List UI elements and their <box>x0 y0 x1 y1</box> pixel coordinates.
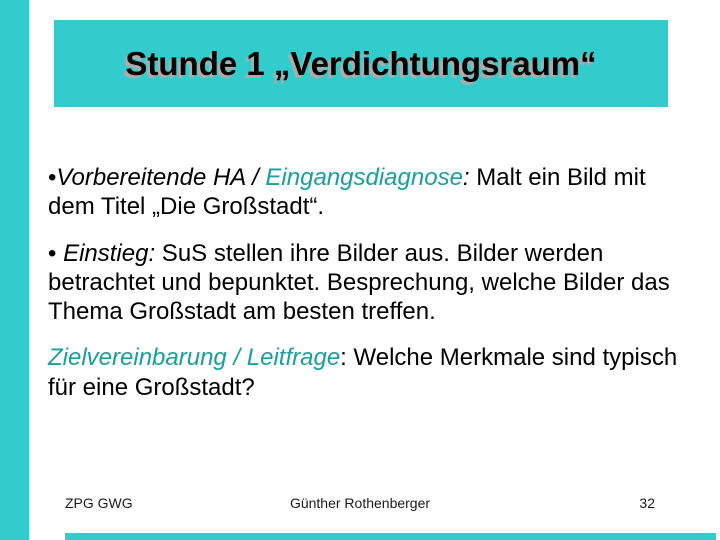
text-run: Malt ein Bild mit dem Titel „Die Großstadt“. <box>48 164 646 221</box>
accent-text-run: Zielvereinbarung / Leitfrage <box>48 344 341 372</box>
text-run: : <box>462 164 477 191</box>
bottom-accent-bar <box>65 533 716 540</box>
paragraph-einstieg <box>48 239 678 327</box>
footer-page-number: 32 <box>639 495 655 511</box>
text-run: Einstieg: <box>63 239 156 267</box>
bullet-marker: • <box>48 239 64 267</box>
text-run: SuS stellen ihre Bilder aus. Bilder werden betrachtet und bepunktet. Besprechung, welche Bilder das Thema Großstadt am besten treffen. <box>48 239 670 326</box>
accent-text-run: Eingangsdiagnose <box>265 164 463 191</box>
title-bar <box>54 20 668 107</box>
paragraph-vorbereitende-ha <box>48 163 678 222</box>
left-accent-bar <box>0 0 29 540</box>
text-run: : Welche Merkmale sind typisch für eine Großstadt? <box>48 344 678 401</box>
text-run: Vorbereitende HA / <box>56 164 266 191</box>
slide-body <box>48 163 678 419</box>
footer-project-label: ZPG GWG <box>65 495 133 511</box>
slide-title: Stunde 1 „Verdichtungsraum“ <box>125 44 597 82</box>
slide-footer <box>65 495 655 511</box>
bullet-marker: • <box>48 164 57 191</box>
paragraph-zielvereinbarung <box>48 343 678 402</box>
footer-author: Günther Rothenberger <box>289 495 431 511</box>
